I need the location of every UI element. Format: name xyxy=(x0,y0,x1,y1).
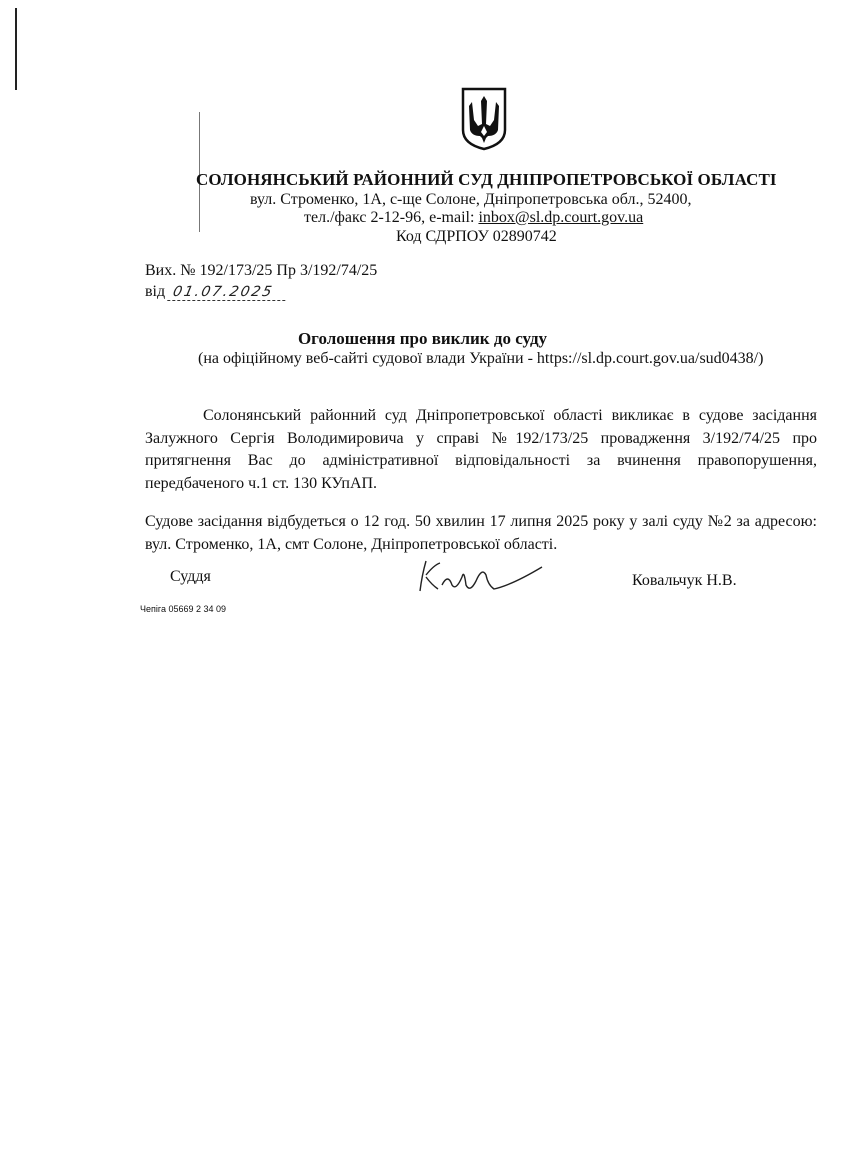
scan-edge-line xyxy=(15,8,17,90)
court-contacts xyxy=(304,209,643,227)
executor-contact: Чепіга 05669 2 34 09 xyxy=(140,604,227,614)
summons-paragraph xyxy=(145,405,817,495)
handwritten-signature xyxy=(412,555,552,602)
announcement-title: Оголошення про виклик до суду xyxy=(297,329,548,348)
hearing-paragraph xyxy=(145,511,817,556)
outgoing-number: Вих. № 192/173/25 Пр 3/192/74/25 xyxy=(145,262,378,279)
date-label: від xyxy=(145,283,166,300)
judge-name: Ковальчук Н.В. xyxy=(632,572,737,589)
edrpou-code: Код СДРПОУ 02890742 xyxy=(396,228,557,245)
outgoing-date xyxy=(145,283,287,301)
announcement-subtitle: (на офіційному веб-сайті судової влади України - https://sl.dp.court.gov.ua/sud0438/) xyxy=(198,350,764,367)
judge-label: Суддя xyxy=(170,568,211,585)
summons-text: Солонянський районний суд Дніпропетровської області викликає в судове засідання Залужного Сергія Володимировича у справі №192/173/25 провадження 3/192/74/25 про притягнення Вас до адміністративної відповідальності за вчинення правопорушення, передбаченого ч.1 ст. 130 КУпАП. xyxy=(145,407,817,492)
court-address: вул. Строменко, 1А, с-ще Солоне, Дніпропетровська обл., 52400, xyxy=(250,191,692,208)
phone-fax: тел./факс 2-12-96, e-mail: xyxy=(304,209,479,226)
hearing-text: Судове засідання відбудеться о 12 год. 50 хвилин 17 липня 2025 року у залі суду №2 за адресою: вул. Строменко, 1А, смт Солоне, Дніпропетровської області. xyxy=(145,513,817,553)
handwritten-date: 01.07.2025 xyxy=(167,284,289,301)
court-name: СОЛОНЯНСЬКИЙ РАЙОННИЙ СУД ДНІПРОПЕТРОВСЬКОЇ ОБЛАСТІ xyxy=(196,170,777,189)
ukraine-trident-emblem-icon xyxy=(460,86,508,157)
email-link[interactable]: inbox@sl.dp.court.gov.ua xyxy=(478,209,644,226)
